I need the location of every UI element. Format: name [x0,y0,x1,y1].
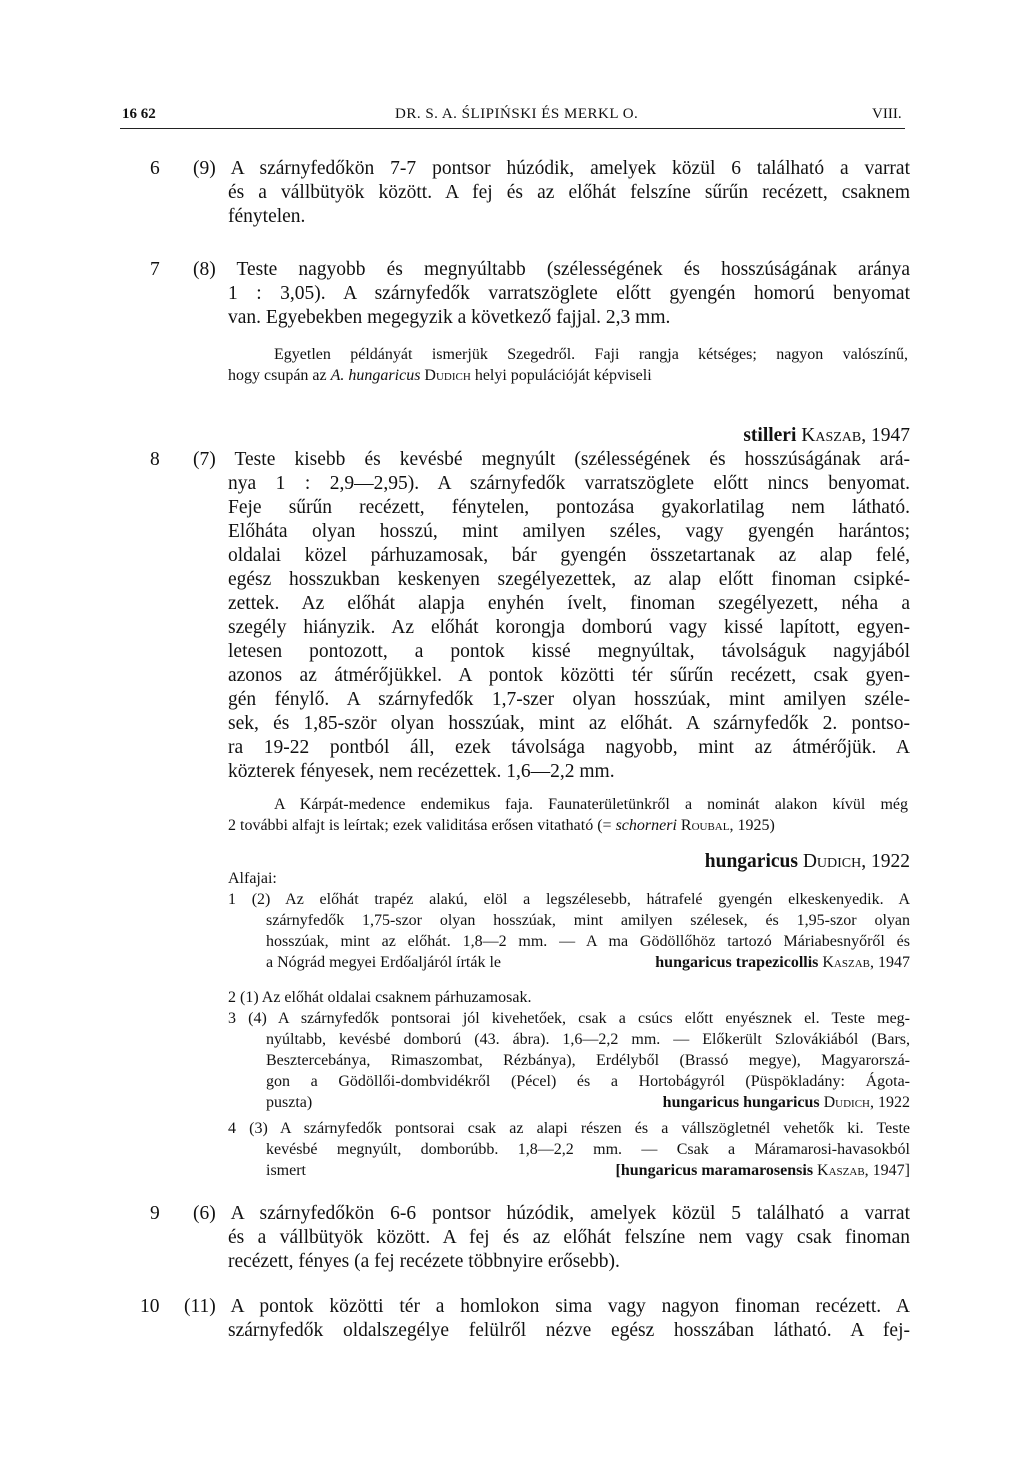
key-line [228,952,910,973]
taxon-year: , 1947 [870,954,910,971]
subspecies-name-line [655,952,910,973]
note-text: helyi populációját képviseli [470,367,652,384]
text-line: gén fénylő. A szárnyfedők 1,7-szer olyan hosszúak, mint amilyen széle- [228,689,910,710]
text-line: (11) A pontok közötti tér a homlokon sima vagy nagyon finoman recézett. A [184,1296,910,1317]
key-text: a Nógrád megyei Erdőaljáról írták le [266,954,502,971]
couplet-text [193,1202,910,1274]
text-line: Feje sűrűn recézett, fénytelen, pontozása gyakorlatilag nem látható. [228,497,910,518]
note-line [228,365,908,386]
key-line: gon a Gödöllői-dombvidékről (Pécel) és a Hortobágyról (Püspökladány: Ágota- [266,1073,910,1090]
couplet-text [193,448,910,784]
subspecies-name-line [663,1092,910,1113]
note-text: , 1925) [729,817,775,834]
key-line: 4 (3) A szárnyfedők pontsorai csak az alapi részen és a vállszögletnél vehetők ki. Teste [228,1120,910,1137]
note-line: A Kárpát-medence endemikus faja. Faunaterületünkről a nominát alakon kívül még [274,796,908,813]
note-line: Egyetlen példányát ismerjük Szegedről. Faji rangja kétséges; nagyon valószínű, [274,346,908,363]
running-title: DR. S. A. ŚLIPIŃSKI ÉS MERKL O. [395,106,639,122]
taxon-year: , 1922 [861,851,910,872]
key-text: puszta) [266,1094,313,1111]
text-line: fénytelen. [228,206,306,227]
subspecies-couplet [228,1008,910,1113]
note-line [228,815,908,836]
chapter-number: VIII. [872,106,902,122]
couplet-text [193,157,910,229]
author-name: Dudich [420,367,471,384]
taxon-name: hungaricus trapezicollis [655,954,819,971]
text-line: és a vállbütyök között. A fej és az előhát felszíne sűrűn recézett, csaknem [228,182,910,203]
text-line: egész hosszukban keskenyen szegélyezettek, az alap előtt finoman csipké- [228,569,910,590]
text-line: szárnyfedők oldalszegélye felülről nézve egész hosszában látható. A fej- [228,1320,910,1341]
taxon-name: stilleri [743,425,797,446]
page-number: 16 62 [122,106,156,122]
taxon-name: schorneri [615,817,677,834]
text-line: (8) Teste nagyobb és megnyúltabb (szélességének és hosszúságának aránya [193,259,910,280]
author-name: Kaszab [801,425,862,446]
key-line [228,1092,910,1113]
text-line: és a vállbütyök között. A fej és az előhát felszíne nem vagy csak finoman [228,1227,910,1248]
subspecies-label: Alfajai: [228,870,277,887]
taxon-name: hungaricus hungaricus [662,1094,820,1111]
key-line [228,1160,910,1181]
taxon-heading [705,850,910,874]
taxon-year: , 1947] [864,1162,910,1179]
text-line: nya 1 : 2,9—2,95). A szárnyfedők varratszöglete előtt nincs benyomat. [228,473,910,494]
text-line: szegély hiányzik. Az előhát korongja domború vagy kissé lapított, egyen- [228,617,910,638]
author-name: Dudich [802,851,862,872]
note-text: 2 további alfajt is leírtak; ezek validitása erősen vitatható (= [228,817,616,834]
text-line: sek, és 1,85-ször olyan hosszúak, mint az előhát. A szárnyfedők 2. pontso- [228,713,910,734]
key-line: Besztercebánya, Rimaszombat, Rézbánya), Erdélyből (Brassó megye), Magyarorszá- [266,1052,910,1069]
couplet-number: 6 [150,158,160,179]
author-name: Roubal [676,817,730,834]
key-line: 3 (4) A szárnyfedők pontsorai jól kivehetőek, csak a csúcs előtt enyésznek el. Teste meg- [228,1010,910,1027]
key-line: 1 (2) Az előhát trapéz alakú, elöl a legszélesebb, hátrafelé gyengén elkeskenyedik. A [228,891,910,908]
taxon-name: [hungaricus maramarosensis [615,1162,814,1179]
couplet-number: 8 [150,449,160,470]
text-line: van. Egyebekben megegyzik a következő fajjal. 2,3 mm. [228,307,671,328]
text-line: 1 : 3,05). A szárnyfedők varratszöglete előtt gyengén homorú benyomat [228,283,910,304]
text-line: letesen pontozott, a pontok kissé megnyúltak, távolságuk nagyjából [228,641,910,662]
key-text: ismert [266,1162,306,1179]
text-line: közterek fényesek, nem recézettek. 1,6—2,2 mm. [228,761,615,782]
author-name: Kaszab [818,954,870,971]
key-line: nyúltabb, kevésbé domború (43. ábra). 1,6—2,2 mm. — Előkerült Szlovákiából (Bars, [266,1031,910,1048]
text-line: oldalai közel párhuzamosak, bár gyengén összetartanak az alap felé, [228,545,910,566]
key-line: kevésbé megnyúlt, domborúbb. 1,8—2,2 mm. — Csak a Máramarosi-havasokból [266,1141,910,1158]
text-line: (9) A szárnyfedőkön 7-7 pontsor húzódik, amelyek közül 6 található a varrat [193,158,910,179]
text-line: (6) A szárnyfedőkön 6-6 pontsor húzódik, amelyek közül 5 található a varrat [193,1203,910,1224]
subspecies-couplet [228,987,910,1008]
couplet-text [184,1295,910,1343]
couplet-number: 7 [150,259,160,280]
author-name: Kaszab [813,1162,865,1179]
taxon-name: A. hungaricus [330,367,421,384]
key-line: 2 (1) Az előhát oldalai csaknem párhuzamosak. [228,989,532,1006]
key-line: hosszúak, mint az előhát. 1,8—2 mm. — A ma Gödöllőhöz tartozó Máriabesnyőről és [266,933,910,950]
taxon-heading [743,424,910,448]
distribution-note [228,794,908,836]
text-line: (7) Teste kisebb és kevésbé megnyúlt (szélességének és hosszúságának ará- [193,449,910,470]
subspecies-couplet [228,889,910,973]
couplet-text [193,258,910,330]
subspecies-couplet [228,1118,910,1181]
taxon-name: hungaricus [704,851,798,872]
text-line: recézett, fényes (a fej recézete többnyire erősebb). [228,1251,620,1272]
header-rule [120,128,905,129]
note-text: hogy csupán az [228,367,331,384]
taxon-year: , 1922 [870,1094,910,1111]
author-name: Dudich [819,1094,870,1111]
taxon-year: , 1947 [861,425,910,446]
text-line: zettek. Az előhát alapja enyhén ívelt, finoman szegélyezett, néha a [228,593,910,614]
text-line: azonos az átmérőjükkel. A pontok közötti tér sűrűn recézett, csak gyen- [228,665,910,686]
couplet-number: 10 [140,1296,160,1317]
subspecies-name-line [616,1160,910,1181]
distribution-note [228,344,908,386]
couplet-number: 9 [150,1203,160,1224]
key-line: szárnyfedők 1,75-szor olyan hosszúak, mint amilyen szélesek, és 1,95-szor olyan [266,912,910,929]
text-line: Előháta olyan hosszú, mint amilyen széles, vagy gyengén harántos; [228,521,910,542]
text-line: ra 19-22 pontból áll, ezek távolsága nagyobb, mint az átmérőjük. A [228,737,910,758]
